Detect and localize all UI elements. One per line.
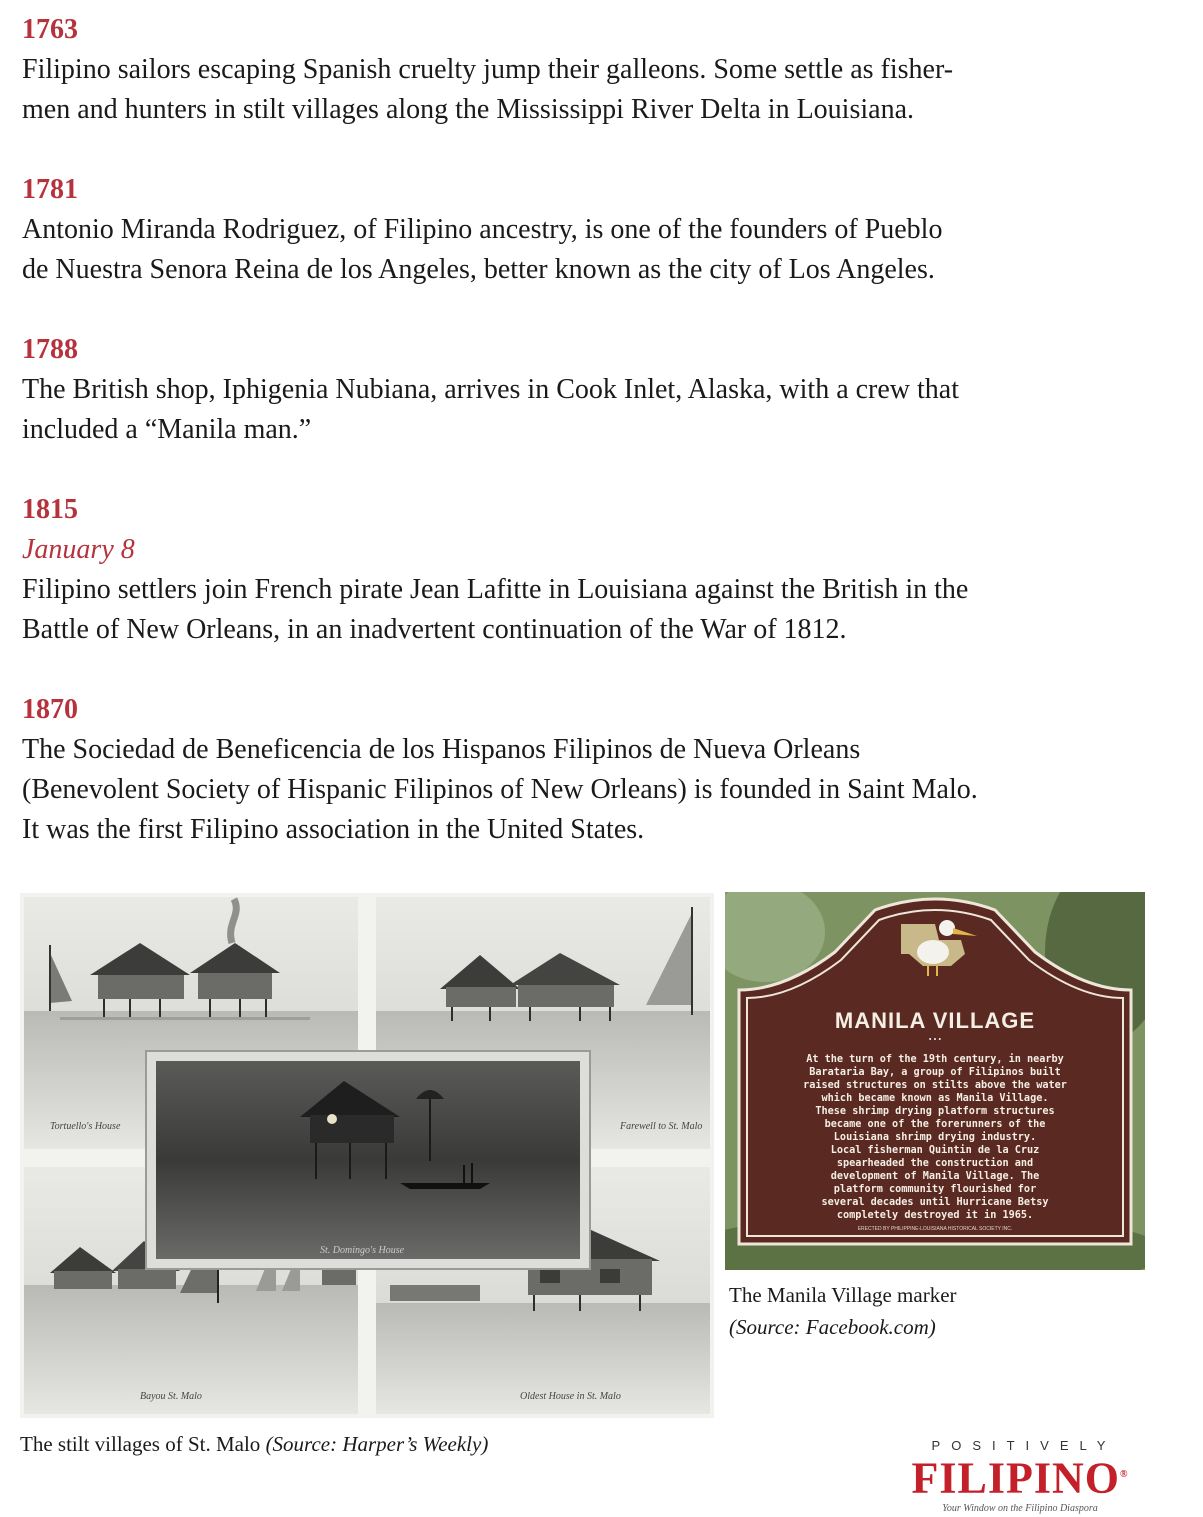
marker-source: (Source: Facebook.com) xyxy=(729,1315,936,1339)
positively-filipino-logo xyxy=(900,1438,1140,1514)
marker-body-line: Louisiana shrimp drying industry. xyxy=(833,1132,1037,1143)
marker-body-line: which became known as Manila Village. xyxy=(821,1093,1049,1104)
entry-year: 1788 xyxy=(22,334,78,365)
entry-year: 1870 xyxy=(22,694,78,725)
logo-main-text xyxy=(900,1453,1140,1501)
engraving-source: (Source: Harper’s Weekly) xyxy=(265,1432,489,1456)
entry-date: January 8 xyxy=(22,534,135,565)
stilt-village-engravings xyxy=(20,893,714,1418)
marker-body-line: became one of the forerunners of the xyxy=(824,1119,1046,1130)
marker-photo-illustration xyxy=(725,892,1145,1270)
entry-text-line: de Nuestra Senora Reina de los Angeles, better known as the city of Los Angeles. xyxy=(22,254,935,285)
entry-text-line: Filipino settlers join French pirate Jean Lafitte in Louisiana against the British in the xyxy=(22,574,969,605)
marker-body-line: These shrimp drying platform structures xyxy=(815,1106,1055,1117)
timeline-entry-1788 xyxy=(22,330,1172,450)
logo-top-text: POSITIVELY xyxy=(931,1438,1117,1453)
logo-wordmark: FILIPINO xyxy=(911,1453,1120,1503)
marker-body-line: spearheaded the construction and xyxy=(836,1158,1034,1169)
engraving-label: St. Domingo's House xyxy=(320,1245,405,1256)
entry-text-line: men and hunters in stilt villages along the Mississippi River Delta in Louisiana. xyxy=(22,94,914,125)
marker-body-line: At the turn of the 19th century, in nearby xyxy=(806,1054,1064,1065)
engraving-caption-text: The stilt villages of St. Malo xyxy=(20,1432,261,1456)
engraving-label: Bayou St. Malo xyxy=(140,1391,202,1402)
entry-text-line: included a “Manila man.” xyxy=(22,414,312,445)
marker-title: MANILA VILLAGE xyxy=(834,1008,1036,1033)
engraving-caption xyxy=(20,1428,488,1460)
timeline-entry-1781 xyxy=(22,170,1172,290)
registered-mark: ® xyxy=(1120,1469,1129,1480)
timeline-entry-1870 xyxy=(22,690,1172,850)
engraving-label: Oldest House in St. Malo xyxy=(520,1391,621,1402)
entry-year: 1815 xyxy=(22,494,78,525)
entry-text-line: (Benevolent Society of Hispanic Filipinos of New Orleans) is founded in Saint Malo. xyxy=(22,774,978,805)
marker-footer: ERECTED BY PHILIPPINE-LOUISIANA HISTORICAL SOCIETY INC. xyxy=(857,1226,1013,1232)
engraving-label: Farewell to St. Malo xyxy=(620,1121,703,1132)
marker-body-line: raised structures on stilts above the water xyxy=(803,1080,1067,1091)
marker-body-line: development of Manila Village. The xyxy=(830,1171,1040,1182)
entry-text-line: The Sociedad de Beneficencia de los Hispanos Filipinos de Nueva Orleans xyxy=(22,734,861,765)
entry-text-line: The British shop, Iphigenia Nubiana, arrives in Cook Inlet, Alaska, with a crew that xyxy=(22,374,960,405)
timeline-entry-1815 xyxy=(22,490,1172,650)
entry-text-line: Filipino sailors escaping Spanish cruelty jump their galleons. Some settle as fisher- xyxy=(22,54,954,85)
logo-tagline: Your Window on the Filipino Diaspora xyxy=(942,1502,1098,1514)
manila-village-marker-photo xyxy=(725,892,1145,1270)
marker-body-line: platform community flourished for xyxy=(833,1184,1037,1195)
timeline-entry-1763 xyxy=(22,10,1172,130)
marker-body-line: completely destroyed it in 1965. xyxy=(836,1210,1034,1221)
entry-year: 1781 xyxy=(22,174,78,205)
entry-text-line: Antonio Miranda Rodriguez, of Filipino ancestry, is one of the founders of Pueblo xyxy=(22,214,943,245)
entry-text-line: It was the first Filipino association in the United States. xyxy=(22,814,645,845)
scene-st-domingos-house xyxy=(146,1051,590,1269)
marker-body-line: Local fisherman Quintin de la Cruz xyxy=(830,1145,1040,1156)
marker-body-line: Barataria Bay, a group of Filipinos built xyxy=(809,1067,1061,1078)
marker-caption xyxy=(729,1279,957,1343)
marker-ornament: • • • xyxy=(928,1035,942,1044)
entry-year: 1763 xyxy=(22,14,78,45)
marker-caption-text: The Manila Village marker xyxy=(729,1283,957,1307)
entry-text-line: Battle of New Orleans, in an inadvertent continuation of the War of 1812. xyxy=(22,614,847,645)
engraving-label: Tortuello's House xyxy=(50,1121,121,1132)
marker-body-line: several decades until Hurricane Betsy xyxy=(821,1197,1049,1208)
engraving-illustration xyxy=(20,893,714,1418)
